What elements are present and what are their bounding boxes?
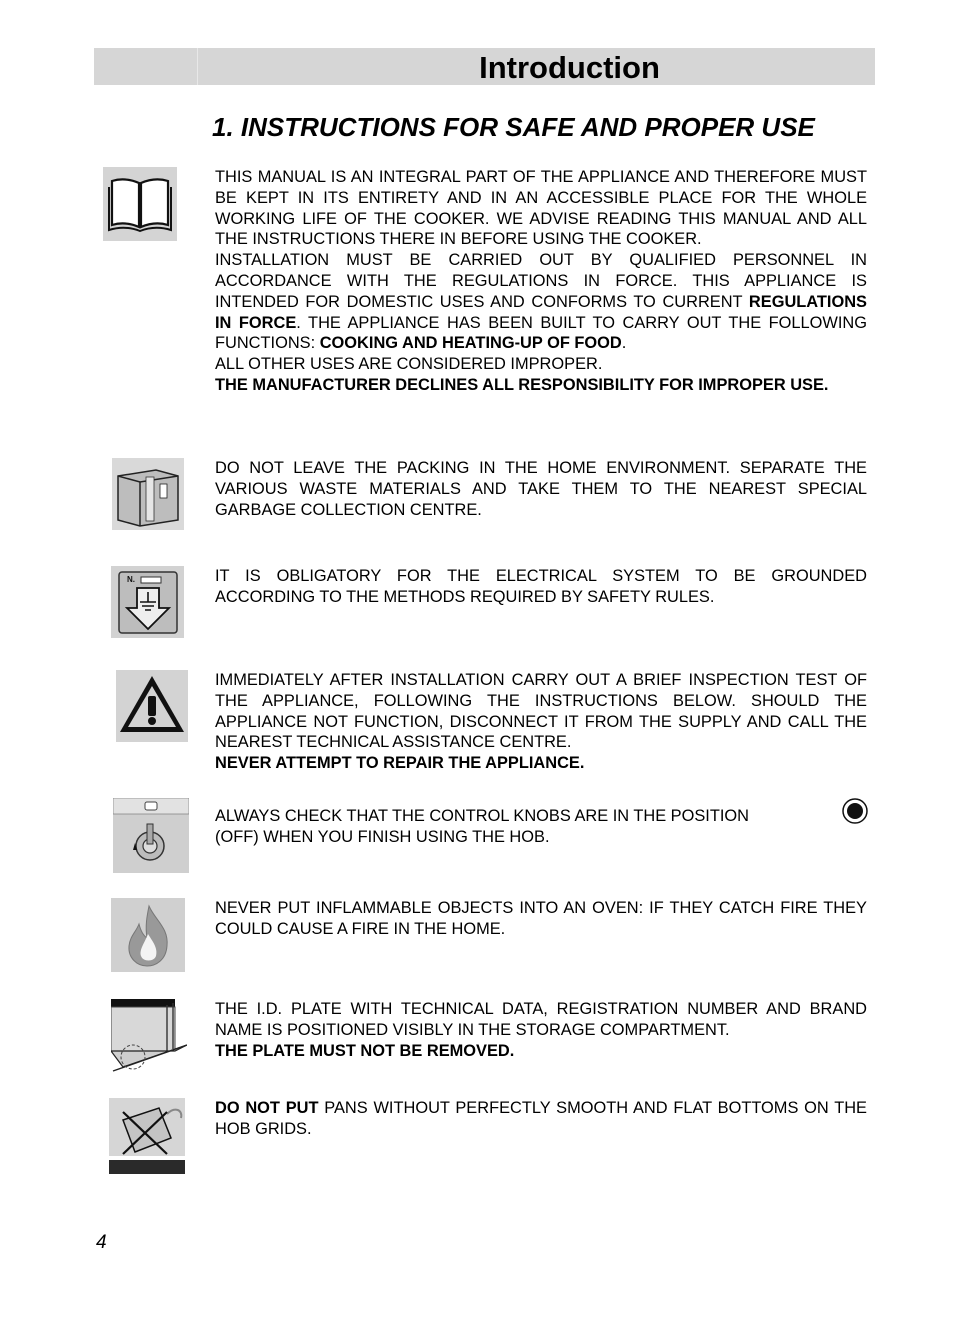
pans-text-block [215, 1098, 867, 1140]
inspection-text: IMMEDIATELY AFTER INSTALLATION CARRY OUT A BRIEF INSPECTION TEST OF THE APPLIANCE, FOLLOWING THE INSTRUCTIONS BELOW. SHOULD THE APPLIANCE NOT FUNCTION, DISCONNECT IT FROM THE SUPPLY AND CALL THE NEAREST TECHNICAL ASSISTANCE CENTRE. [215, 671, 867, 752]
fire-text: NEVER PUT INFLAMMABLE OBJECTS INTO AN OVEN: IF THEY CATCH FIRE THEY COULD CAUSE A FIRE IN THE HOME. [215, 899, 867, 938]
never-repair-text: NEVER ATTEMPT TO REPAIR THE APPLIANCE. [215, 754, 585, 773]
plate-text-block [215, 999, 867, 1061]
off-position-icon [841, 797, 869, 825]
regulations-bold: REGULATIONS IN FORCE [215, 292, 867, 332]
period-text: . [621, 334, 627, 353]
id-plate-compartment-icon [111, 999, 187, 1073]
ground-icon-label: N. [127, 575, 135, 584]
knobs-text [215, 806, 867, 848]
ground-text-block [215, 566, 867, 608]
ground-text: IT IS OBLIGATORY FOR THE ELECTRICAL SYSTEM TO BE GROUNDED ACCORDING TO THE METHODS REQUIRED BY SAFETY RULES. [215, 567, 867, 606]
do-not-put-bold: DO NOT PUT [215, 1099, 319, 1117]
plate-text: THE I.D. PLATE WITH TECHNICAL DATA, REGISTRATION NUMBER AND BRAND NAME IS POSITIONED VISIBLY IN THE STORAGE COMPARTMENT. [215, 1000, 867, 1039]
installation-paragraph [215, 250, 867, 354]
pans-text-rest: PANS WITHOUT PERFECTLY SMOOTH AND FLAT BOTTOMS ON THE HOB GRIDS. [215, 1099, 867, 1138]
knobs-text-block [215, 806, 867, 848]
packing-text: DO NOT LEAVE THE PACKING IN THE HOME ENVIRONMENT. SEPARATE THE VARIOUS WASTE MATERIALS AND TAKE THEM TO THE NEAREST SPECIAL GARBAGE COLLECTION CENTRE. [215, 459, 867, 519]
section-title: 1. INSTRUCTIONS FOR SAFE AND PROPER USE [212, 112, 815, 142]
pan-not-flat-icon [109, 1098, 185, 1174]
warning-triangle-icon [116, 670, 188, 742]
cooking-bold: COOKING AND HEATING-UP OF FOOD [319, 334, 622, 353]
inspection-text-block [215, 670, 867, 774]
fire-text-block [215, 898, 867, 940]
page-number: 4 [96, 1232, 107, 1253]
installation-text: INSTALLATION MUST BE CARRIED OUT BY QUALIFIED PERSONNEL IN ACCORDANCE WITH THE REGULATIONS IN FORCE. THIS APPLIANCE IS INTENDED FOR DOMESTIC USES AND CONFORMS TO CURRENT [215, 251, 867, 311]
knobs-line-1: ALWAYS CHECK THAT THE CONTROL KNOBS ARE IN THE POSITION [215, 807, 750, 825]
control-knob-icon [113, 798, 189, 873]
manual-paragraph: THIS MANUAL IS AN INTEGRAL PART OF THE APPLIANCE AND THEREFORE MUST BE KEPT IN ITS ENTIRETY AND IN AN ACCESSIBLE PLACE FOR THE WHOLE WORKING LIFE OF THE COOKER. WE ADVISE READING THIS MANUAL AND ALL THE INSTRUCTIONS THERE IN BEFORE USING THE COOKER. [215, 168, 867, 249]
flame-icon [111, 898, 185, 972]
package-icon [112, 458, 184, 530]
pans-text [215, 1098, 867, 1140]
responsibility-paragraph: THE MANUFACTURER DECLINES ALL RESPONSIBILITY FOR IMPROPER USE. [215, 375, 829, 394]
header-bar [94, 48, 875, 85]
knobs-line-2: (OFF) WHEN YOU FINISH USING THE HOB. [215, 827, 550, 846]
improper-use-paragraph: ALL OTHER USES ARE CONSIDERED IMPROPER. [215, 355, 603, 374]
page-title: Introduction [479, 50, 660, 85]
book-icon [103, 167, 177, 241]
ground-symbol-icon [111, 566, 184, 638]
manual-text-block [215, 167, 867, 396]
functions-text: . THE APPLIANCE HAS BEEN BUILT TO CARRY OUT THE FOLLOWING FUNCTIONS: [215, 313, 867, 353]
packing-text-block [215, 458, 867, 520]
plate-not-removed-text: THE PLATE MUST NOT BE REMOVED. [215, 1041, 515, 1060]
